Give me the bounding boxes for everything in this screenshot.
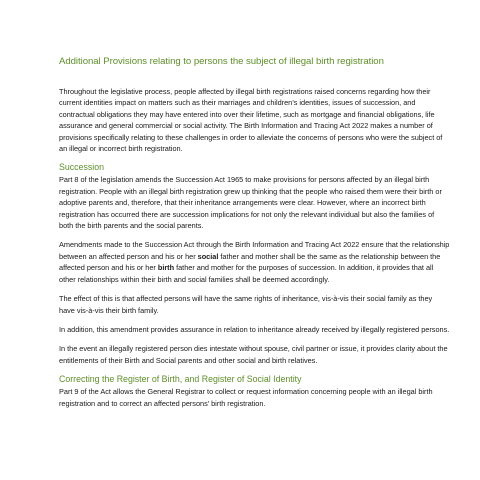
succession-paragraph-3: The effect of this is that affected persons will have the same rights of inheritance, vis-à-vis their social family as they have vis-à-vis their birth family. [59, 294, 433, 315]
register-paragraph-1: Part 9 of the Act allows the General Registrar to collect or request information concerning people with an illegal birth registration and to correct an affected persons’ birth registration. [59, 387, 433, 408]
succession-paragraph-1: Part 8 of the legislation amends the Succession Act 1965 to make provisions for persons affected by an illegal birth registration. People with an illegal birth registration grew up thinking that the people who raised them were their birth or adoptive parents and, therefore, that their inheritance arrangements were clear. However, where an incorrect birth registration has occurred there are succession implications for not only the relevant individual but also the families of both the birth parents and the social parents. [59, 175, 442, 231]
succession-paragraph-4: In addition, this amendment provides assurance in relation to inheritance already received by illegally registered persons. [59, 324, 450, 334]
social-emphasis: social [197, 251, 219, 261]
intro-paragraph: Throughout the legislative process, people affected by illegal birth registrations raised concerns regarding how their current identities impact on matters such as their marriages and children’s identities, issues of succession, and contractual obligations they may have entered into over their lifetime, such as mortgage and financial obligations, life assurance and general commercial or social activity. The Birth Information and Tracing Act 2022 makes a number of provisions specifically relating to these challenges in order to alleviate the concerns of persons who were the subject of an illegal or incorrect birth registration. [59, 87, 443, 154]
birth-emphasis: birth [157, 263, 175, 273]
succession-heading: Succession [59, 162, 104, 173]
succession-paragraph-5: In the event an illegally registered person dies intestate without spouse, civil partner or issue, it provides clarity about the entitlements of their Birth and Social parents and other social and birth relatives. [59, 344, 448, 365]
page-title: Additional Provisions relating to persons the subject of illegal birth registration [59, 56, 384, 67]
register-heading: Correcting the Register of Birth, and Register of Social Identity [59, 374, 302, 385]
succession-paragraph-2: Amendments made to the Succession Act through the Birth Information and Tracing Act 2022 ensure that the relationship between an affected person and his or her social father and mother shall be the same as the relationship between the affected person and his or her birth father and mother for the purposes of succession. In addition, it provides that all other relationships within their birth and social families shall be deemed accordingly. [59, 240, 450, 284]
